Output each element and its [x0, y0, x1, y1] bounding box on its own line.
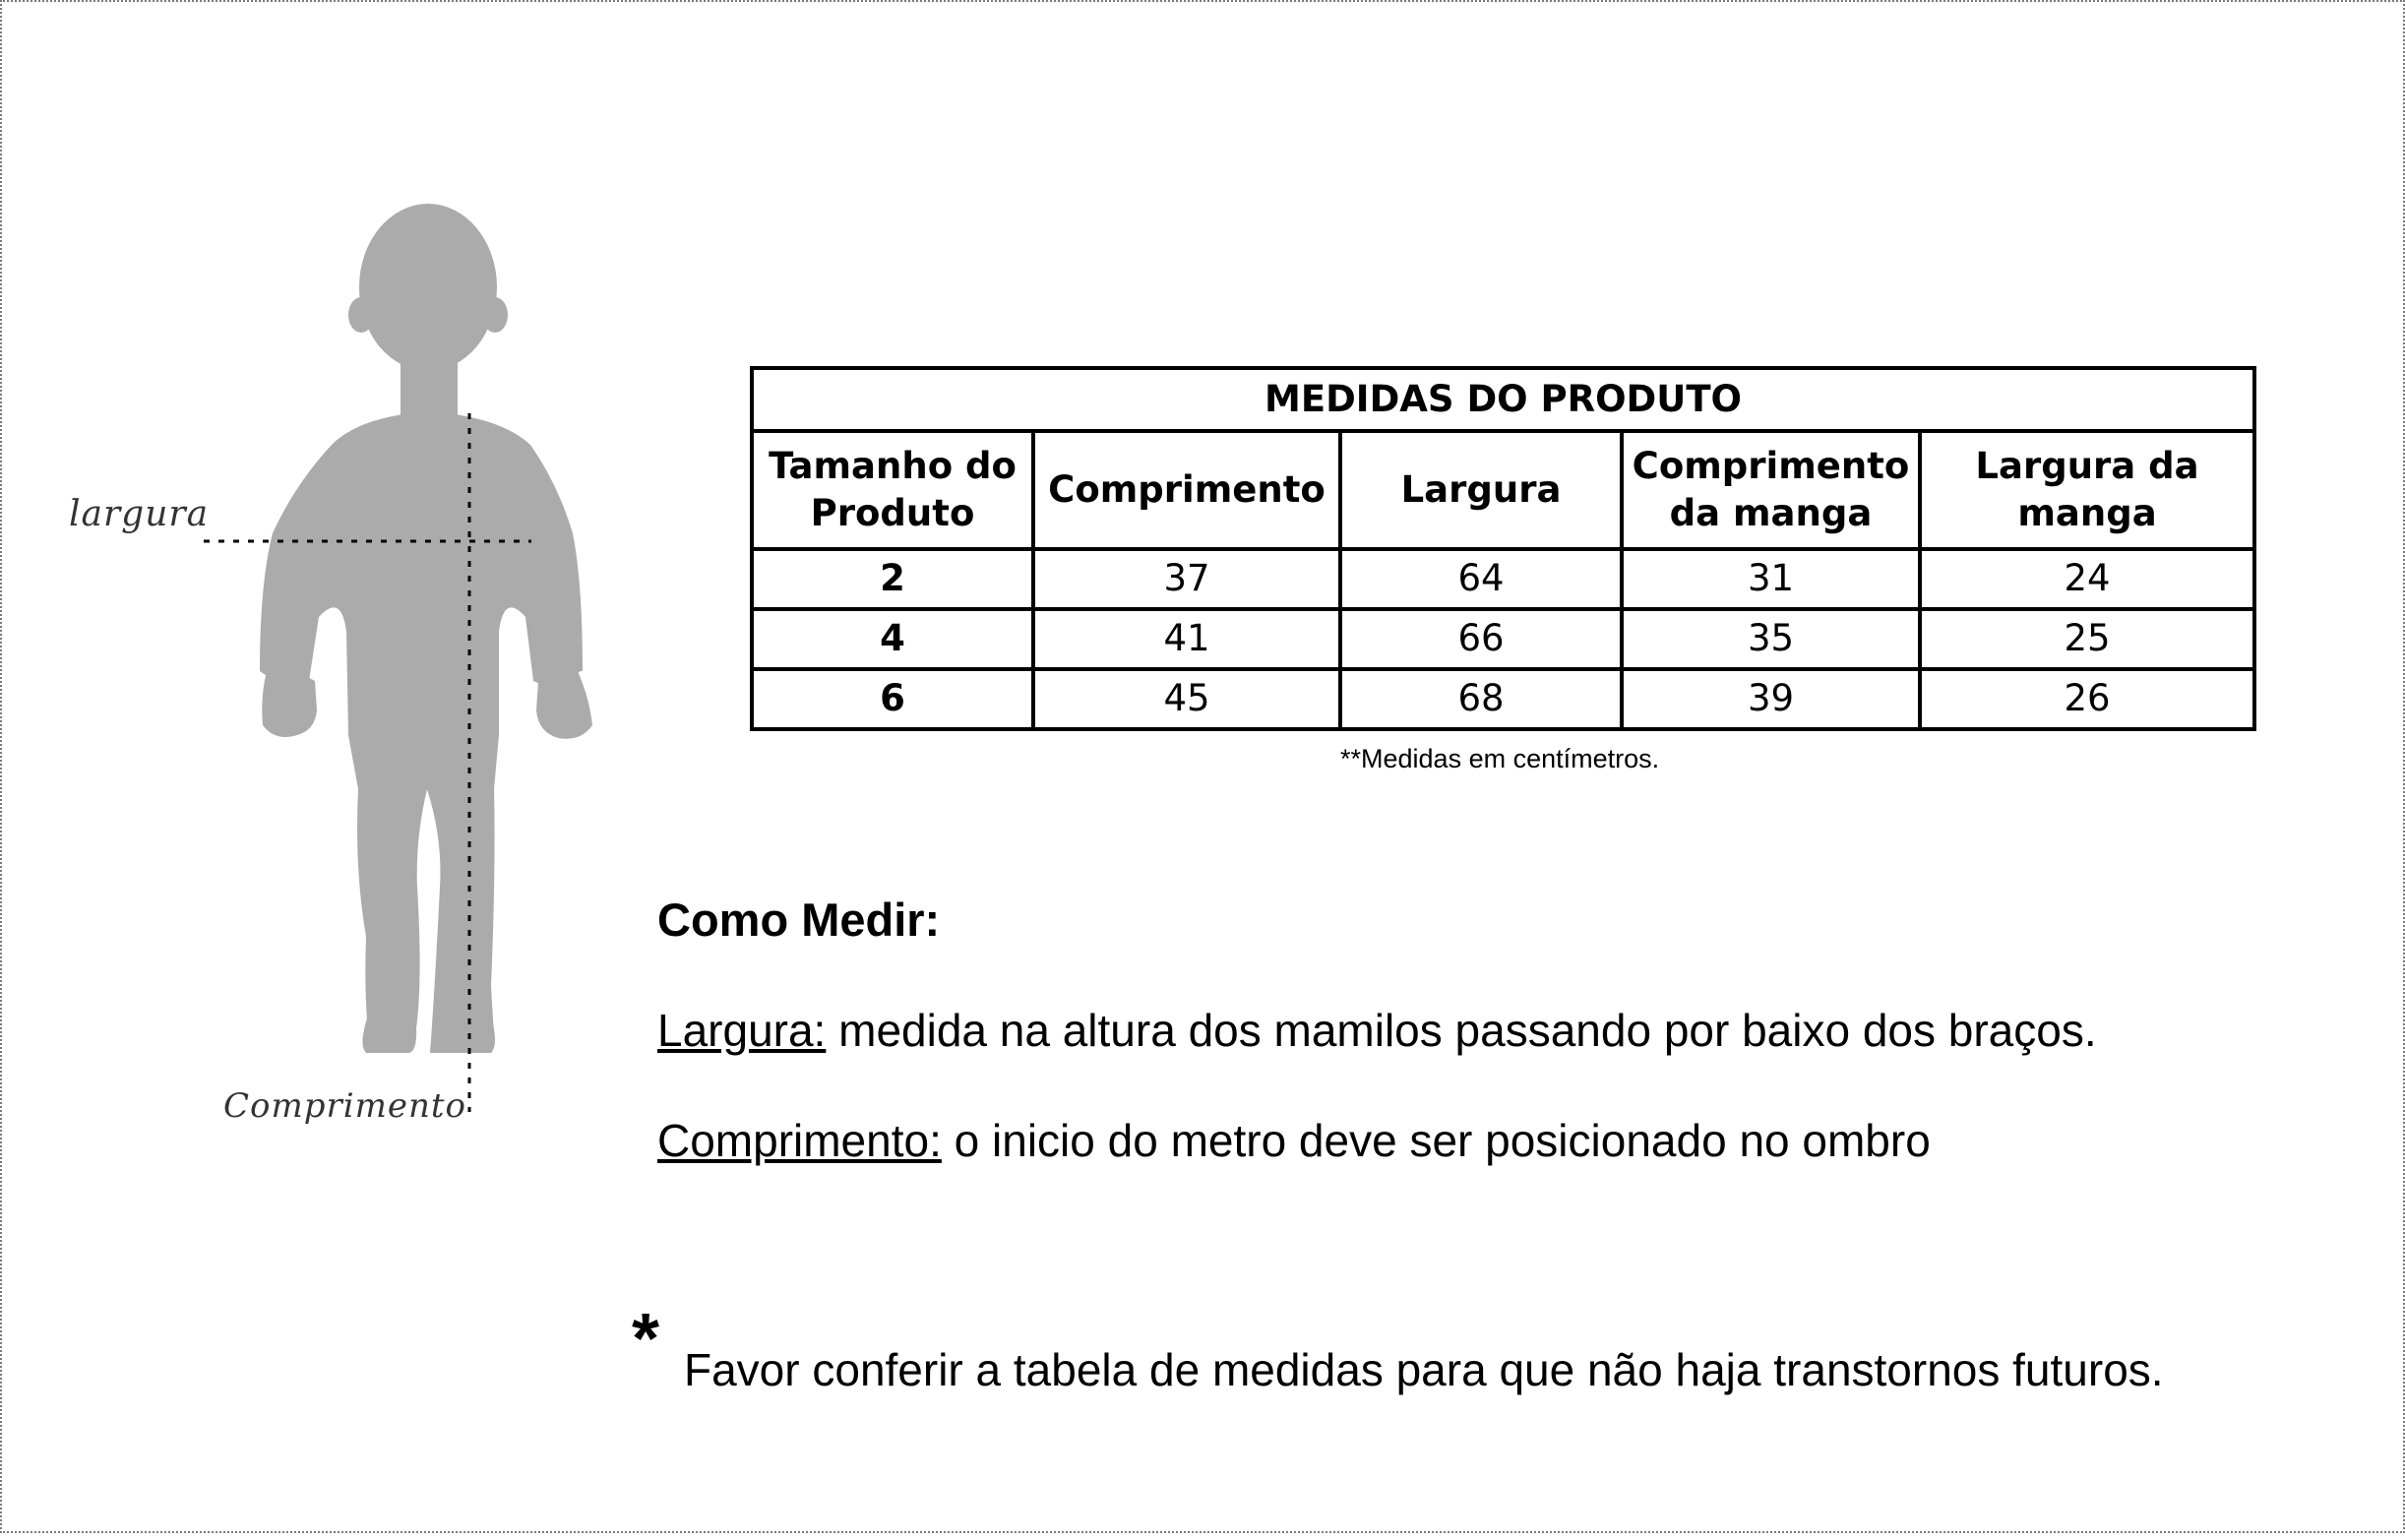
- header-sleeve-width: Largura da manga: [1920, 431, 2254, 549]
- cell-sleeve-width: 24: [1920, 549, 2254, 609]
- warning-text: Favor conferir a tabela de medidas para que não haja transtornos futuros.: [684, 1344, 2164, 1395]
- cell-size: 2: [752, 549, 1033, 609]
- silhouette-head: [359, 204, 497, 371]
- table-header-row: [752, 431, 2254, 549]
- asterisk-icon: *: [632, 1300, 660, 1379]
- cell-size: 6: [752, 669, 1033, 729]
- length-instruction: [657, 1114, 1931, 1167]
- silhouette-right-ear: [482, 297, 508, 333]
- cell-sleeve-width: 25: [1920, 609, 2254, 669]
- child-silhouette-graphic: [2, 2, 691, 1535]
- table-title-row: [752, 368, 2254, 431]
- width-description: medida na altura dos mamilos passando por baixo dos braços.: [826, 1005, 2097, 1056]
- width-label: largura: [69, 494, 210, 534]
- length-description: o inicio do metro deve ser posicionado no ombro: [941, 1115, 1931, 1166]
- cell-width: 64: [1340, 549, 1622, 609]
- cell-width: 68: [1340, 669, 1622, 729]
- cell-sleeve-length: 35: [1622, 609, 1920, 669]
- header-sleeve-length: Comprimento da manga: [1622, 431, 1920, 549]
- cell-length: 41: [1033, 609, 1340, 669]
- width-instruction: [657, 1004, 2097, 1057]
- cell-size: 4: [752, 609, 1033, 669]
- table-row: [752, 609, 2254, 669]
- silhouette-left-ear: [348, 297, 374, 333]
- length-label: Comprimento: [223, 1086, 467, 1126]
- table-row: [752, 669, 2254, 729]
- cell-sleeve-length: 39: [1622, 669, 1920, 729]
- silhouette-body: [260, 204, 592, 1053]
- width-term: Largura:: [657, 1005, 827, 1056]
- child-silhouette-figure: [2, 2, 691, 1535]
- header-length: Comprimento: [1033, 431, 1340, 549]
- cell-sleeve-width: 26: [1920, 669, 2254, 729]
- cell-length: 37: [1033, 549, 1340, 609]
- table-title: MEDIDAS DO PRODUTO: [752, 368, 2254, 431]
- length-term: Comprimento:: [657, 1115, 942, 1166]
- measurements-table: [750, 366, 2256, 731]
- header-width: Largura: [1340, 431, 1622, 549]
- table-row: [752, 549, 2254, 609]
- how-to-measure-title: Como Medir:: [657, 893, 941, 946]
- silhouette-left-foot: [362, 1016, 416, 1053]
- cell-width: 66: [1340, 609, 1622, 669]
- silhouette-neck: [401, 356, 458, 415]
- header-size: Tamanho do Produto: [752, 431, 1033, 549]
- cell-length: 45: [1033, 669, 1340, 729]
- silhouette-torso: [260, 413, 583, 1053]
- cell-sleeve-length: 31: [1622, 549, 1920, 609]
- units-note: **Medidas em centímetros.: [1340, 744, 1660, 773]
